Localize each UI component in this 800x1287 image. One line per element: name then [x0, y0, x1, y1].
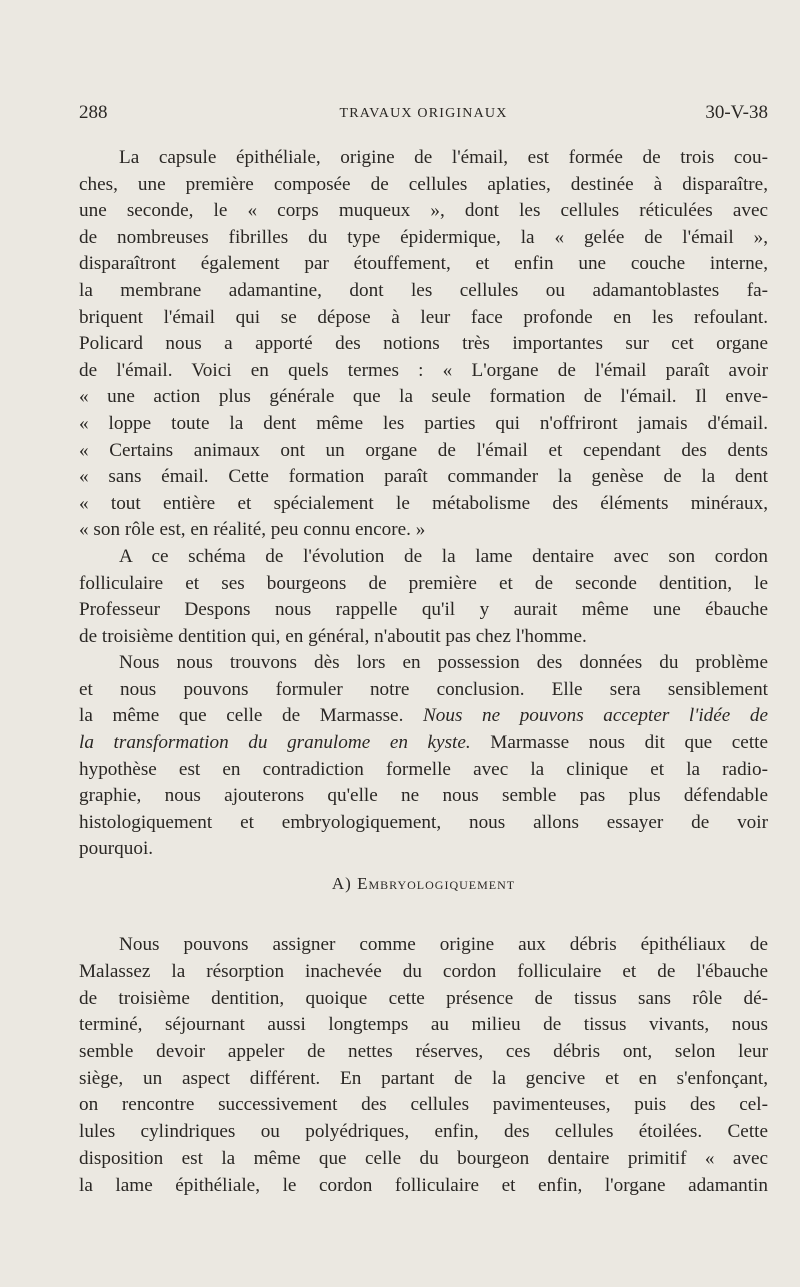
text-line: ches, une première composée de cellules aplaties, destinée à disparaître, [79, 173, 768, 195]
text-line: A ce schéma de l'évolution de la lame dentaire avec son cordon [119, 545, 768, 567]
italic-thesis: la transformation du granulome en kyste. [79, 732, 471, 754]
text-line: Nous nous trouvons dès lors en possession des données du problème [119, 652, 768, 674]
text-line: on rencontre successivement des cellules pavimenteuses, puis des cel- [79, 1094, 768, 1116]
text-line: une seconde, le « corps muqueux », dont les cellules réticulées avec [79, 200, 768, 222]
italic-thesis: Nous ne pouvons accepter l'idée de [422, 705, 768, 727]
text-line: « Certains animaux ont un organe de l'émail et cependant des dents [79, 439, 768, 461]
text-line: de troisième dentition qui, en général, n'aboutit pas chez l'homme. [79, 625, 587, 647]
section-title: Embryologiquement [357, 874, 516, 893]
paragraph-schema [79, 544, 768, 650]
text-line: Professeur Despons nous rappelle qu'il y aurait même une ébauche [79, 599, 768, 621]
text-line: terminé, séjournant aussi longtemps au milieu de tissus vivants, nous [79, 1014, 768, 1036]
text-line: la membrane adamantine, dont les cellules ou adamantoblastes fa- [79, 279, 768, 301]
text-line: graphie, nous ajouterons qu'elle ne nous semble pas plus défendable [79, 785, 768, 807]
text-line: « tout entière et spécialement le métabolisme des éléments minéraux, [79, 492, 768, 514]
text-line: folliculaire et ses bourgeons de première et de seconde dentition, le [79, 572, 768, 594]
text-line: de nombreuses fibrilles du type épidermique, la « gelée de l'émail », [79, 226, 768, 248]
text-line: histologiquement et embryologiquement, nous allons essayer de voir [79, 811, 768, 833]
text-line: siège, un aspect différent. En partant de la gencive et en s'enfonçant, [79, 1067, 768, 1089]
text-line: disparaîtront également par étouffement, et enfin une couche interne, [79, 253, 768, 275]
text-line: pourquoi. [79, 838, 154, 860]
text-line: Nous pouvons assigner comme origine aux débris épithéliaux de [119, 934, 768, 956]
text-line: et nous pouvons formuler notre conclusion. Elle sera sensiblement [79, 678, 768, 700]
text-line: de troisième dentition, quoique cette présence de tissus sans rôle dé- [79, 987, 768, 1009]
page-number: 288 [79, 102, 108, 123]
text-line: Malassez la résorption inachevée du cordon folliculaire et de l'ébauche [79, 960, 768, 982]
paragraph-capsule [79, 145, 768, 544]
text-line: la lame épithéliale, le cordon folliculaire et enfin, l'organe adamantin [79, 1174, 768, 1196]
text-line [79, 703, 768, 730]
text-line: hypothèse est en contradiction formelle avec la clinique et la radio- [79, 758, 768, 780]
text-line: « loppe toute la dent même les parties qui n'offriront jamais d'émail. [79, 412, 768, 434]
paragraph-malassez [79, 932, 768, 1199]
text-line: « son rôle est, en réalité, peu connu encore. » [79, 519, 426, 541]
text-line: Policard nous a apporté des notions très importantes sur cet organe [79, 333, 768, 355]
text-line: semble devoir appeler de nettes réserves, ces débris ont, selon leur [79, 1041, 768, 1062]
text-line [79, 730, 768, 757]
book-page [79, 0, 768, 1287]
running-head [79, 100, 768, 126]
paragraph-conclusion [79, 650, 768, 863]
text-line: « sans émail. Cette formation paraît commander la genèse de la dent [79, 466, 768, 488]
section-heading [79, 872, 768, 896]
text-run: Marmasse nous dit que cette [470, 732, 768, 754]
issue-date: 30-V-38 [705, 102, 768, 123]
text-line: de l'émail. Voici en quels termes : « L'organe de l'émail paraît avoir [79, 359, 768, 381]
running-title: TRAVAUX ORIGINAUX [339, 106, 508, 121]
text-line: disposition est la même que celle du bourgeon dentaire primitif « avec [79, 1147, 768, 1169]
text-line: lules cylindriques ou polyédriques, enfin, des cellules étoilées. Cette [79, 1121, 768, 1143]
text-line: briquent l'émail qui se dépose à leur face profonde en les refoulant. [79, 306, 768, 328]
text-run: la même que celle de Marmasse. [79, 705, 423, 727]
body-text-section-a [79, 913, 768, 1218]
text-line: « une action plus générale que la seule formation de l'émail. Il enve- [79, 386, 768, 408]
text-line: La capsule épithéliale, origine de l'émail, est formée de trois cou- [119, 147, 768, 168]
body-text [79, 145, 768, 863]
section-letter: A) [331, 874, 358, 893]
